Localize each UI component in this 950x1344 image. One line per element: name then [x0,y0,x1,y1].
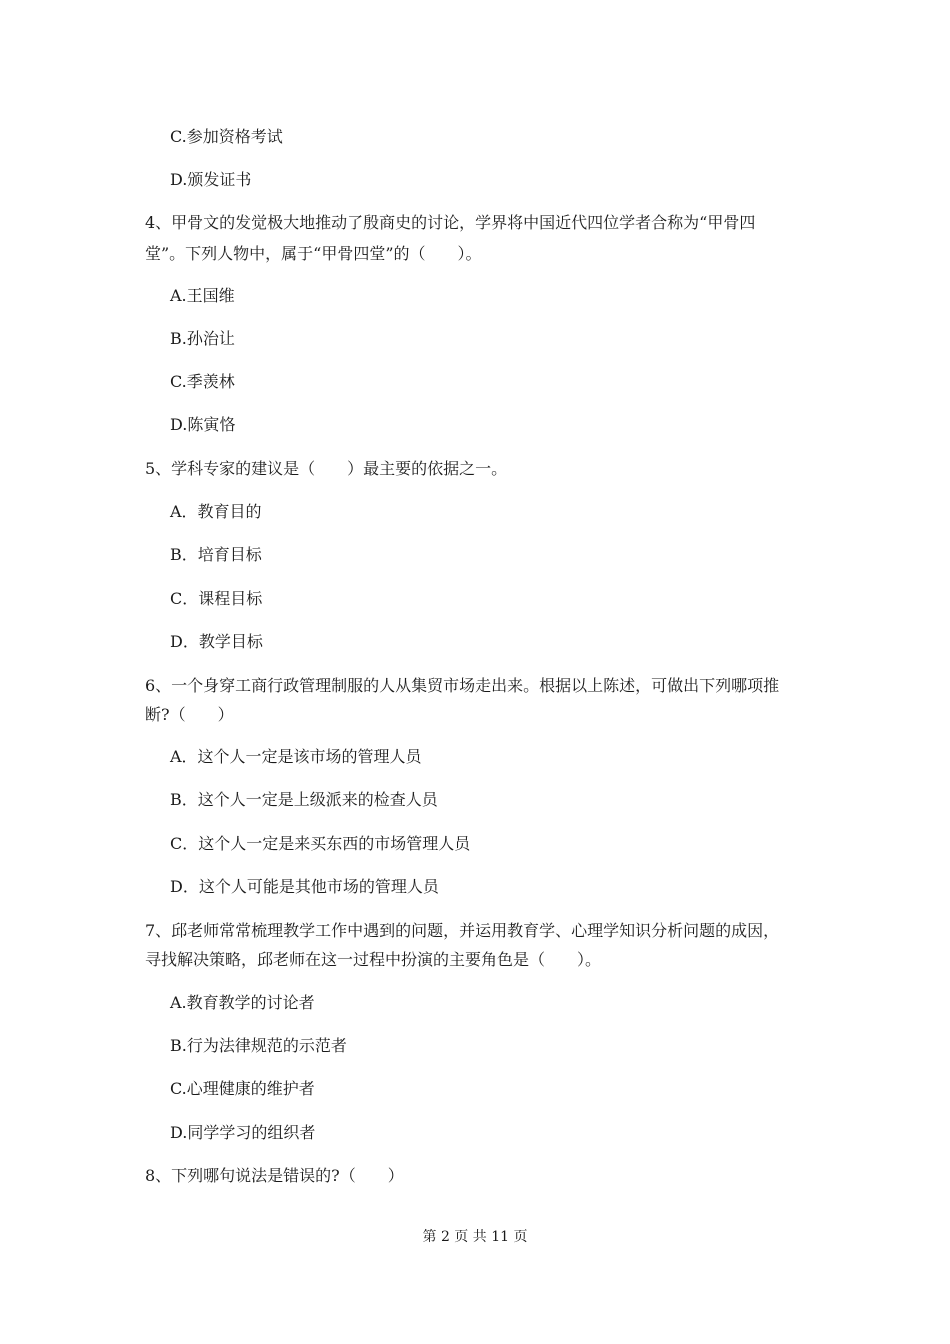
question-7-text-cont: 寻找解决策略，邱老师在这一过程中扮演的主要角色是（ ）。 [145,950,602,969]
question-6-text: 6、一个身穿工商行政管理制服的人从集贸市场走出来。根据以上陈述，可做出下列哪项推 [145,676,780,695]
option-c: C．这个人一定是来买东西的市场管理人员 [170,834,471,853]
question-5-text: 5、学科专家的建议是（ ）最主要的依据之一。 [145,459,508,478]
question-4-text: 4、甲骨文的发觉极大地推动了殷商史的讨论，学界将中国近代四位学者合称为“甲骨四 [145,213,756,232]
option-a: A．这个人一定是该市场的管理人员 [170,747,422,766]
option-c: C．课程目标 [170,589,263,608]
page-number-footer: 第 2 页 共 11 页 [422,1229,528,1245]
option-d: D．这个人可能是其他市场的管理人员 [170,877,439,896]
question-8-text: 8、下列哪句说法是错误的?（ ） [145,1166,404,1185]
question-4-text-cont: 堂”。下列人物中，属于“甲骨四堂”的（ ）。 [145,244,482,263]
option-c: C.季羡林 [170,372,235,391]
option-a: A.教育教学的讨论者 [170,993,315,1012]
option-c: C.参加资格考试 [170,127,283,146]
option-c: C.心理健康的维护者 [170,1079,315,1098]
option-d: D.颁发证书 [170,170,252,189]
option-b: B．培育目标 [170,545,262,564]
question-6-text-cont: 断?（ ） [145,705,234,724]
option-d: D.同学学习的组织者 [170,1123,316,1142]
option-d: D．教学目标 [170,632,263,651]
option-b: B.孙治让 [170,329,235,348]
option-a: A．教育目的 [170,502,262,521]
question-7-text: 7、邱老师常常梳理教学工作中遇到的问题，并运用教育学、心理学知识分析问题的成因， [145,921,780,940]
option-a: A.王国维 [170,286,235,305]
option-b: B．这个人一定是上级派来的检查人员 [170,790,438,809]
option-d: D.陈寅恪 [170,415,236,434]
option-b: B.行为法律规范的示范者 [170,1036,347,1055]
